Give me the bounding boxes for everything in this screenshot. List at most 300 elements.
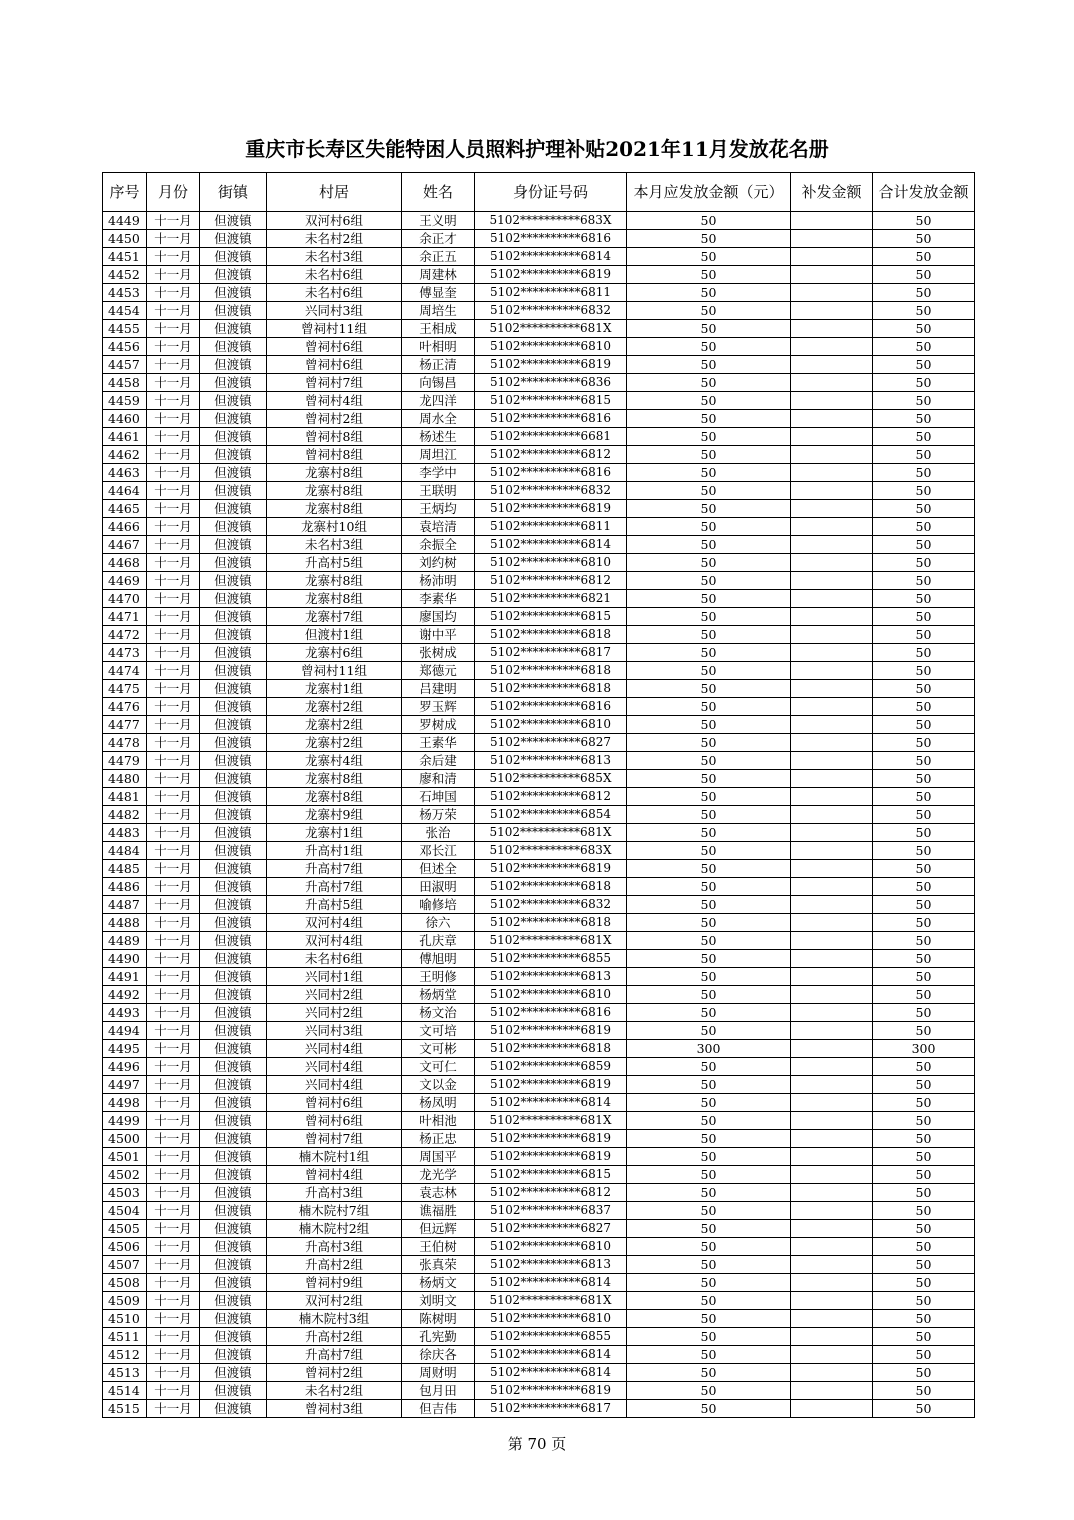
cell-serial: 4464 bbox=[103, 482, 147, 500]
cell-monthly-amount: 50 bbox=[627, 1184, 791, 1202]
cell-id-number: 5102**********6855 bbox=[475, 950, 627, 968]
cell-town: 但渡镇 bbox=[200, 1130, 267, 1148]
cell-name: 田淑明 bbox=[402, 878, 475, 896]
cell-total-amount: 50 bbox=[873, 572, 975, 590]
cell-monthly-amount: 50 bbox=[627, 428, 791, 446]
cell-month: 十一月 bbox=[147, 914, 200, 932]
cell-monthly-amount: 50 bbox=[627, 806, 791, 824]
cell-monthly-amount: 50 bbox=[627, 932, 791, 950]
cell-monthly-amount: 50 bbox=[627, 1310, 791, 1328]
cell-total-amount: 50 bbox=[873, 1310, 975, 1328]
cell-month: 十一月 bbox=[147, 1256, 200, 1274]
cell-total-amount: 50 bbox=[873, 878, 975, 896]
cell-month: 十一月 bbox=[147, 1310, 200, 1328]
cell-town: 但渡镇 bbox=[200, 212, 267, 230]
cell-total-amount: 50 bbox=[873, 1148, 975, 1166]
cell-village: 龙寨村2组 bbox=[267, 716, 402, 734]
cell-month: 十一月 bbox=[147, 1076, 200, 1094]
cell-month: 十一月 bbox=[147, 1166, 200, 1184]
cell-supplement-amount bbox=[791, 1310, 873, 1328]
cell-supplement-amount bbox=[791, 626, 873, 644]
table-row bbox=[103, 410, 975, 428]
cell-name: 孔庆章 bbox=[402, 932, 475, 950]
cell-id-number: 5102**********6810 bbox=[475, 1310, 627, 1328]
cell-town: 但渡镇 bbox=[200, 716, 267, 734]
cell-village: 曾祠村11组 bbox=[267, 662, 402, 680]
cell-id-number: 5102**********6815 bbox=[475, 608, 627, 626]
cell-town: 但渡镇 bbox=[200, 1166, 267, 1184]
cell-village: 龙寨村2组 bbox=[267, 734, 402, 752]
cell-supplement-amount bbox=[791, 230, 873, 248]
cell-total-amount: 50 bbox=[873, 320, 975, 338]
cell-total-amount: 50 bbox=[873, 446, 975, 464]
cell-monthly-amount: 50 bbox=[627, 986, 791, 1004]
cell-monthly-amount: 50 bbox=[627, 302, 791, 320]
cell-month: 十一月 bbox=[147, 1094, 200, 1112]
cell-monthly-amount: 50 bbox=[627, 716, 791, 734]
table-row bbox=[103, 878, 975, 896]
cell-serial: 4506 bbox=[103, 1238, 147, 1256]
cell-town: 但渡镇 bbox=[200, 1256, 267, 1274]
cell-serial: 4512 bbox=[103, 1346, 147, 1364]
cell-total-amount: 50 bbox=[873, 266, 975, 284]
cell-id-number: 5102**********6814 bbox=[475, 1346, 627, 1364]
cell-month: 十一月 bbox=[147, 860, 200, 878]
cell-total-amount: 50 bbox=[873, 752, 975, 770]
cell-month: 十一月 bbox=[147, 1148, 200, 1166]
cell-name: 徐庆各 bbox=[402, 1346, 475, 1364]
cell-village: 升高村3组 bbox=[267, 1238, 402, 1256]
table-row bbox=[103, 752, 975, 770]
cell-village: 龙寨村6组 bbox=[267, 644, 402, 662]
table-row bbox=[103, 482, 975, 500]
cell-serial: 4504 bbox=[103, 1202, 147, 1220]
cell-monthly-amount: 50 bbox=[627, 230, 791, 248]
cell-village: 升高村7组 bbox=[267, 878, 402, 896]
cell-supplement-amount bbox=[791, 950, 873, 968]
cell-total-amount: 50 bbox=[873, 1220, 975, 1238]
cell-town: 但渡镇 bbox=[200, 824, 267, 842]
cell-name: 杨炳堂 bbox=[402, 986, 475, 1004]
cell-serial: 4454 bbox=[103, 302, 147, 320]
cell-supplement-amount bbox=[791, 1328, 873, 1346]
cell-supplement-amount bbox=[791, 698, 873, 716]
cell-serial: 4513 bbox=[103, 1364, 147, 1382]
table-row bbox=[103, 968, 975, 986]
table-row bbox=[103, 536, 975, 554]
table-row bbox=[103, 338, 975, 356]
cell-supplement-amount bbox=[791, 428, 873, 446]
cell-name: 罗玉辉 bbox=[402, 698, 475, 716]
table-row bbox=[103, 842, 975, 860]
cell-village: 楠木院村7组 bbox=[267, 1202, 402, 1220]
table-row bbox=[103, 716, 975, 734]
cell-village: 升高村7组 bbox=[267, 860, 402, 878]
cell-supplement-amount bbox=[791, 968, 873, 986]
cell-id-number: 5102**********6818 bbox=[475, 662, 627, 680]
cell-town: 但渡镇 bbox=[200, 1112, 267, 1130]
cell-id-number: 5102**********681X bbox=[475, 1112, 627, 1130]
cell-village: 龙寨村10组 bbox=[267, 518, 402, 536]
cell-serial: 4496 bbox=[103, 1058, 147, 1076]
cell-id-number: 5102**********6855 bbox=[475, 1328, 627, 1346]
cell-town: 但渡镇 bbox=[200, 1382, 267, 1400]
cell-id-number: 5102**********6832 bbox=[475, 302, 627, 320]
cell-total-amount: 50 bbox=[873, 428, 975, 446]
cell-month: 十一月 bbox=[147, 338, 200, 356]
cell-id-number: 5102**********6810 bbox=[475, 986, 627, 1004]
cell-name: 但吉伟 bbox=[402, 1400, 475, 1418]
cell-supplement-amount bbox=[791, 644, 873, 662]
cell-serial: 4507 bbox=[103, 1256, 147, 1274]
cell-month: 十一月 bbox=[147, 698, 200, 716]
cell-total-amount: 50 bbox=[873, 896, 975, 914]
cell-monthly-amount: 50 bbox=[627, 1130, 791, 1148]
cell-serial: 4452 bbox=[103, 266, 147, 284]
cell-serial: 4505 bbox=[103, 1220, 147, 1238]
cell-town: 但渡镇 bbox=[200, 896, 267, 914]
cell-monthly-amount: 50 bbox=[627, 446, 791, 464]
cell-total-amount: 50 bbox=[873, 770, 975, 788]
cell-serial: 4457 bbox=[103, 356, 147, 374]
cell-town: 但渡镇 bbox=[200, 644, 267, 662]
header-cell-town: 街镇 bbox=[200, 173, 267, 212]
cell-id-number: 5102**********6813 bbox=[475, 1256, 627, 1274]
table-row bbox=[103, 680, 975, 698]
cell-supplement-amount bbox=[791, 356, 873, 374]
cell-month: 十一月 bbox=[147, 230, 200, 248]
cell-month: 十一月 bbox=[147, 788, 200, 806]
cell-month: 十一月 bbox=[147, 716, 200, 734]
table-row bbox=[103, 230, 975, 248]
cell-town: 但渡镇 bbox=[200, 1328, 267, 1346]
cell-month: 十一月 bbox=[147, 428, 200, 446]
cell-month: 十一月 bbox=[147, 536, 200, 554]
cell-supplement-amount bbox=[791, 1076, 873, 1094]
cell-name: 杨正清 bbox=[402, 356, 475, 374]
cell-village: 升高村3组 bbox=[267, 1184, 402, 1202]
cell-monthly-amount: 50 bbox=[627, 968, 791, 986]
cell-monthly-amount: 50 bbox=[627, 1238, 791, 1256]
cell-monthly-amount: 50 bbox=[627, 824, 791, 842]
cell-village: 曾祠村2组 bbox=[267, 1364, 402, 1382]
table-row bbox=[103, 374, 975, 392]
cell-month: 十一月 bbox=[147, 1040, 200, 1058]
cell-id-number: 5102**********6810 bbox=[475, 716, 627, 734]
cell-village: 未名村2组 bbox=[267, 230, 402, 248]
cell-supplement-amount bbox=[791, 842, 873, 860]
cell-supplement-amount bbox=[791, 1346, 873, 1364]
cell-id-number: 5102**********6810 bbox=[475, 554, 627, 572]
cell-name: 王素华 bbox=[402, 734, 475, 752]
cell-town: 但渡镇 bbox=[200, 770, 267, 788]
cell-village: 龙寨村8组 bbox=[267, 788, 402, 806]
cell-monthly-amount: 50 bbox=[627, 374, 791, 392]
cell-town: 但渡镇 bbox=[200, 950, 267, 968]
cell-serial: 4480 bbox=[103, 770, 147, 788]
cell-supplement-amount bbox=[791, 1094, 873, 1112]
cell-monthly-amount: 50 bbox=[627, 914, 791, 932]
table-row bbox=[103, 464, 975, 482]
cell-id-number: 5102**********6814 bbox=[475, 1364, 627, 1382]
cell-supplement-amount bbox=[791, 1202, 873, 1220]
cell-supplement-amount bbox=[791, 716, 873, 734]
cell-village: 升高村1组 bbox=[267, 842, 402, 860]
cell-supplement-amount bbox=[791, 680, 873, 698]
cell-total-amount: 50 bbox=[873, 608, 975, 626]
cell-serial: 4458 bbox=[103, 374, 147, 392]
cell-name: 王义明 bbox=[402, 212, 475, 230]
cell-month: 十一月 bbox=[147, 1328, 200, 1346]
cell-serial: 4449 bbox=[103, 212, 147, 230]
table-row bbox=[103, 500, 975, 518]
cell-month: 十一月 bbox=[147, 1292, 200, 1310]
cell-month: 十一月 bbox=[147, 572, 200, 590]
cell-serial: 4468 bbox=[103, 554, 147, 572]
cell-id-number: 5102**********6810 bbox=[475, 1238, 627, 1256]
cell-supplement-amount bbox=[791, 320, 873, 338]
cell-supplement-amount bbox=[791, 1292, 873, 1310]
cell-serial: 4499 bbox=[103, 1112, 147, 1130]
table-row bbox=[103, 554, 975, 572]
cell-town: 但渡镇 bbox=[200, 518, 267, 536]
cell-id-number: 5102**********6819 bbox=[475, 500, 627, 518]
table-row bbox=[103, 1004, 975, 1022]
cell-village: 龙寨村7组 bbox=[267, 608, 402, 626]
cell-supplement-amount bbox=[791, 302, 873, 320]
cell-village: 曾祠村9组 bbox=[267, 1274, 402, 1292]
header-cell-monthly-amount: 本月应发放金额（元） bbox=[627, 173, 791, 212]
table-row bbox=[103, 1112, 975, 1130]
cell-total-amount: 50 bbox=[873, 1094, 975, 1112]
cell-name: 徐六 bbox=[402, 914, 475, 932]
cell-serial: 4501 bbox=[103, 1148, 147, 1166]
cell-town: 但渡镇 bbox=[200, 1202, 267, 1220]
cell-village: 曾祠村7组 bbox=[267, 1130, 402, 1148]
cell-supplement-amount bbox=[791, 248, 873, 266]
cell-serial: 4486 bbox=[103, 878, 147, 896]
table-row bbox=[103, 284, 975, 302]
cell-town: 但渡镇 bbox=[200, 662, 267, 680]
cell-village: 龙寨村8组 bbox=[267, 482, 402, 500]
cell-name: 廖国均 bbox=[402, 608, 475, 626]
cell-id-number: 5102**********681X bbox=[475, 932, 627, 950]
cell-total-amount: 50 bbox=[873, 284, 975, 302]
cell-id-number: 5102**********681X bbox=[475, 320, 627, 338]
table-row bbox=[103, 1094, 975, 1112]
cell-name: 王相成 bbox=[402, 320, 475, 338]
cell-serial: 4466 bbox=[103, 518, 147, 536]
cell-serial: 4488 bbox=[103, 914, 147, 932]
cell-village: 龙寨村8组 bbox=[267, 464, 402, 482]
cell-name: 但远辉 bbox=[402, 1220, 475, 1238]
cell-town: 但渡镇 bbox=[200, 1004, 267, 1022]
cell-village: 曾祠村4组 bbox=[267, 392, 402, 410]
table-row bbox=[103, 698, 975, 716]
cell-name: 包月田 bbox=[402, 1382, 475, 1400]
table-row bbox=[103, 950, 975, 968]
cell-village: 楠木院村2组 bbox=[267, 1220, 402, 1238]
cell-name: 叶相池 bbox=[402, 1112, 475, 1130]
cell-monthly-amount: 50 bbox=[627, 1292, 791, 1310]
document-title: 重庆市长寿区失能特困人员照料护理补贴2021年11月发放花名册 bbox=[245, 137, 829, 161]
cell-id-number: 5102**********6827 bbox=[475, 1220, 627, 1238]
table-row bbox=[103, 1058, 975, 1076]
cell-supplement-amount bbox=[791, 374, 873, 392]
cell-name: 龙光学 bbox=[402, 1166, 475, 1184]
cell-serial: 4467 bbox=[103, 536, 147, 554]
cell-village: 龙寨村9组 bbox=[267, 806, 402, 824]
cell-month: 十一月 bbox=[147, 734, 200, 752]
cell-town: 但渡镇 bbox=[200, 626, 267, 644]
cell-id-number: 5102**********6813 bbox=[475, 752, 627, 770]
cell-name: 文可仁 bbox=[402, 1058, 475, 1076]
cell-supplement-amount bbox=[791, 518, 873, 536]
cell-monthly-amount: 50 bbox=[627, 1148, 791, 1166]
header-cell-month: 月份 bbox=[147, 173, 200, 212]
table-row bbox=[103, 1400, 975, 1418]
table-row bbox=[103, 860, 975, 878]
cell-serial: 4485 bbox=[103, 860, 147, 878]
cell-town: 但渡镇 bbox=[200, 914, 267, 932]
cell-month: 十一月 bbox=[147, 1058, 200, 1076]
cell-month: 十一月 bbox=[147, 284, 200, 302]
cell-village: 兴同村4组 bbox=[267, 1076, 402, 1094]
cell-monthly-amount: 50 bbox=[627, 1094, 791, 1112]
table-row bbox=[103, 1310, 975, 1328]
table-row bbox=[103, 932, 975, 950]
cell-serial: 4473 bbox=[103, 644, 147, 662]
cell-monthly-amount: 50 bbox=[627, 734, 791, 752]
cell-village: 曾祠村6组 bbox=[267, 1094, 402, 1112]
cell-monthly-amount: 50 bbox=[627, 1256, 791, 1274]
cell-town: 但渡镇 bbox=[200, 572, 267, 590]
cell-village: 曾祠村7组 bbox=[267, 374, 402, 392]
cell-name: 叶相明 bbox=[402, 338, 475, 356]
cell-total-amount: 50 bbox=[873, 932, 975, 950]
cell-monthly-amount: 50 bbox=[627, 356, 791, 374]
cell-month: 十一月 bbox=[147, 1130, 200, 1148]
cell-town: 但渡镇 bbox=[200, 536, 267, 554]
cell-month: 十一月 bbox=[147, 1238, 200, 1256]
cell-month: 十一月 bbox=[147, 554, 200, 572]
cell-monthly-amount: 50 bbox=[627, 536, 791, 554]
cell-month: 十一月 bbox=[147, 590, 200, 608]
cell-month: 十一月 bbox=[147, 806, 200, 824]
cell-serial: 4482 bbox=[103, 806, 147, 824]
cell-name: 周培生 bbox=[402, 302, 475, 320]
cell-village: 曾祠村11组 bbox=[267, 320, 402, 338]
cell-month: 十一月 bbox=[147, 518, 200, 536]
cell-total-amount: 50 bbox=[873, 1184, 975, 1202]
cell-monthly-amount: 50 bbox=[627, 1076, 791, 1094]
cell-village: 龙寨村8组 bbox=[267, 572, 402, 590]
cell-serial: 4515 bbox=[103, 1400, 147, 1418]
cell-supplement-amount bbox=[791, 1220, 873, 1238]
cell-supplement-amount bbox=[791, 914, 873, 932]
cell-supplement-amount bbox=[791, 446, 873, 464]
cell-village: 龙寨村8组 bbox=[267, 770, 402, 788]
cell-serial: 4456 bbox=[103, 338, 147, 356]
cell-supplement-amount bbox=[791, 464, 873, 482]
cell-monthly-amount: 50 bbox=[627, 410, 791, 428]
cell-village: 楠木院村1组 bbox=[267, 1148, 402, 1166]
cell-monthly-amount: 50 bbox=[627, 1364, 791, 1382]
cell-id-number: 5102**********6819 bbox=[475, 860, 627, 878]
cell-serial: 4510 bbox=[103, 1310, 147, 1328]
cell-supplement-amount bbox=[791, 1184, 873, 1202]
cell-total-amount: 50 bbox=[873, 1274, 975, 1292]
cell-town: 但渡镇 bbox=[200, 932, 267, 950]
cell-id-number: 5102**********6854 bbox=[475, 806, 627, 824]
cell-total-amount: 50 bbox=[873, 410, 975, 428]
table-row bbox=[103, 734, 975, 752]
cell-total-amount: 50 bbox=[873, 860, 975, 878]
cell-supplement-amount bbox=[791, 824, 873, 842]
cell-total-amount: 50 bbox=[873, 698, 975, 716]
table-row bbox=[103, 788, 975, 806]
cell-supplement-amount bbox=[791, 590, 873, 608]
cell-supplement-amount bbox=[791, 1022, 873, 1040]
table-row bbox=[103, 1184, 975, 1202]
cell-month: 十一月 bbox=[147, 248, 200, 266]
header-cell-total-amount: 合计发放金额 bbox=[873, 173, 975, 212]
table-row bbox=[103, 1328, 975, 1346]
cell-total-amount: 50 bbox=[873, 482, 975, 500]
cell-name: 邓长江 bbox=[402, 842, 475, 860]
cell-supplement-amount bbox=[791, 1112, 873, 1130]
cell-month: 十一月 bbox=[147, 482, 200, 500]
cell-month: 十一月 bbox=[147, 968, 200, 986]
cell-supplement-amount bbox=[791, 1166, 873, 1184]
cell-town: 但渡镇 bbox=[200, 1094, 267, 1112]
cell-serial: 4476 bbox=[103, 698, 147, 716]
cell-supplement-amount bbox=[791, 1238, 873, 1256]
table-row bbox=[103, 608, 975, 626]
table-row bbox=[103, 986, 975, 1004]
cell-serial: 4479 bbox=[103, 752, 147, 770]
cell-village: 龙寨村2组 bbox=[267, 698, 402, 716]
cell-name: 罗树成 bbox=[402, 716, 475, 734]
cell-month: 十一月 bbox=[147, 878, 200, 896]
cell-total-amount: 50 bbox=[873, 644, 975, 662]
cell-village: 兴同村3组 bbox=[267, 1022, 402, 1040]
cell-village: 龙寨村4组 bbox=[267, 752, 402, 770]
cell-name: 袁志林 bbox=[402, 1184, 475, 1202]
cell-monthly-amount: 50 bbox=[627, 878, 791, 896]
cell-serial: 4509 bbox=[103, 1292, 147, 1310]
cell-name: 周国平 bbox=[402, 1148, 475, 1166]
cell-supplement-amount bbox=[791, 878, 873, 896]
table-row bbox=[103, 644, 975, 662]
table-row bbox=[103, 428, 975, 446]
cell-month: 十一月 bbox=[147, 644, 200, 662]
cell-monthly-amount: 50 bbox=[627, 680, 791, 698]
cell-name: 余后建 bbox=[402, 752, 475, 770]
cell-id-number: 5102**********6832 bbox=[475, 482, 627, 500]
cell-id-number: 5102**********6815 bbox=[475, 1166, 627, 1184]
table-row bbox=[103, 266, 975, 284]
cell-total-amount: 50 bbox=[873, 338, 975, 356]
cell-serial: 4470 bbox=[103, 590, 147, 608]
cell-supplement-amount bbox=[791, 932, 873, 950]
cell-total-amount: 50 bbox=[873, 536, 975, 554]
cell-serial: 4491 bbox=[103, 968, 147, 986]
cell-serial: 4489 bbox=[103, 932, 147, 950]
cell-monthly-amount: 50 bbox=[627, 248, 791, 266]
cell-name: 王伯树 bbox=[402, 1238, 475, 1256]
cell-name: 孔宪勤 bbox=[402, 1328, 475, 1346]
